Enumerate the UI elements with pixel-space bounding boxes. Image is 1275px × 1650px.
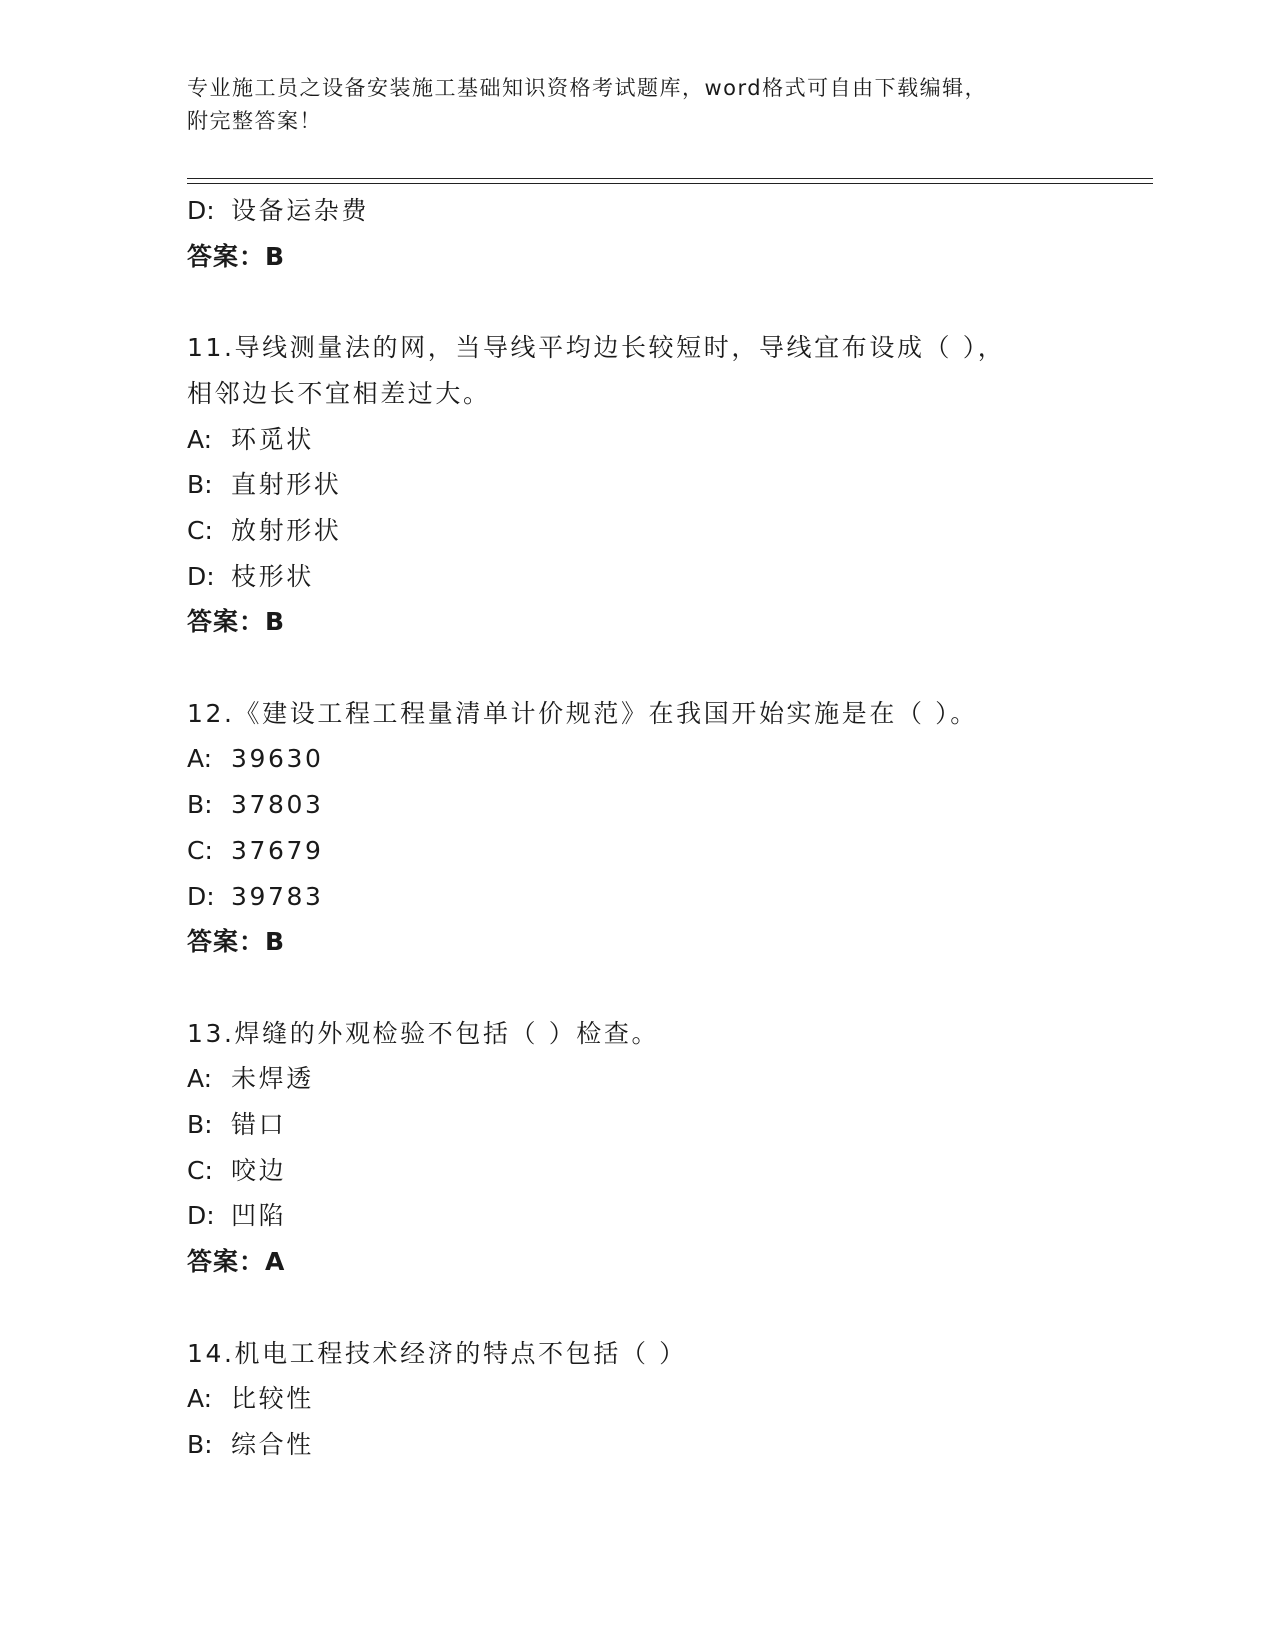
option-label: A: [187,744,213,774]
option-d [187,554,1087,600]
header-divider-bottom [187,183,1153,184]
option-text: 比较性 [231,1384,314,1414]
option-text: 37803 [231,790,324,820]
spacer [187,965,1087,1011]
option-label: B: [187,1110,213,1140]
option-label: A: [187,1064,213,1094]
question-14 [187,1331,1087,1468]
option-b [187,1102,1087,1148]
option-text: 37679 [231,835,324,865]
option-label: A: [187,424,213,454]
option-label: B: [187,790,213,820]
option-label: D: [187,881,215,911]
question-11 [187,325,1087,645]
question-text: 12.《建设工程工程量清单计价规范》在我国开始实施是在（ ）。 [187,698,978,728]
option-c [187,508,1087,554]
option-text: 设备运杂费 [231,196,370,225]
option-label: C: [187,515,213,545]
header-line-2: 附完整答案！ [187,109,322,133]
option-text: 39630 [231,744,324,774]
option-text: 直射形状 [231,470,342,500]
option-text: 放射形状 [231,515,342,545]
question-12 [187,691,1087,965]
question-text: 11.导线测量法的网，当导线平均边长较短时，导线宜布设成（ ）， [187,333,1006,363]
header-divider-top [187,178,1153,179]
question-list [187,188,1087,1468]
option-d [187,1193,1087,1239]
option-b [187,782,1087,828]
answer: 答案：B [187,927,286,957]
option-label: D: [187,561,215,591]
option-text: 错口 [231,1110,287,1140]
answer: 答案：B [187,241,286,271]
option-b [187,1422,1087,1468]
question-text-continued: 相邻边长不宜相差过大。 [187,378,491,408]
option-label: C: [187,835,213,865]
header-line-1: 专业施工员之设备安装施工基础知识资格考试题库，word格式可自由下载编辑， [187,76,988,100]
option-text: 未焊透 [231,1064,314,1094]
option-text: 综合性 [231,1429,314,1459]
option-label: C: [187,1155,213,1185]
question-text: 13.焊缝的外观检验不包括（ ）检查。 [187,1018,660,1048]
option-c [187,1148,1087,1194]
option-label: D: [187,196,215,225]
question-text: 14.机电工程技术经济的特点不包括（ ） [187,1338,687,1368]
option-text: 39783 [231,881,324,911]
spacer [187,1285,1087,1331]
answer: 答案：B [187,607,286,637]
option-label: A: [187,1384,213,1414]
option-c [187,828,1087,874]
option-a [187,736,1087,782]
option-a [187,417,1087,463]
option-a [187,1056,1087,1102]
option-d [187,874,1087,920]
option-text: 咬边 [231,1155,287,1185]
question-13 [187,1011,1087,1285]
document-header [187,72,1067,138]
option-a [187,1376,1087,1422]
option-label: D: [187,1201,215,1231]
spacer [187,279,1087,325]
option-b [187,462,1087,508]
option-text: 枝形状 [231,561,314,591]
option-text: 凹陷 [231,1201,287,1231]
option-label: B: [187,1429,213,1459]
spacer [187,645,1087,691]
option-label: B: [187,470,213,500]
answer: 答案：A [187,1247,286,1277]
option-d [187,188,1087,234]
option-text: 环觅状 [231,424,314,454]
